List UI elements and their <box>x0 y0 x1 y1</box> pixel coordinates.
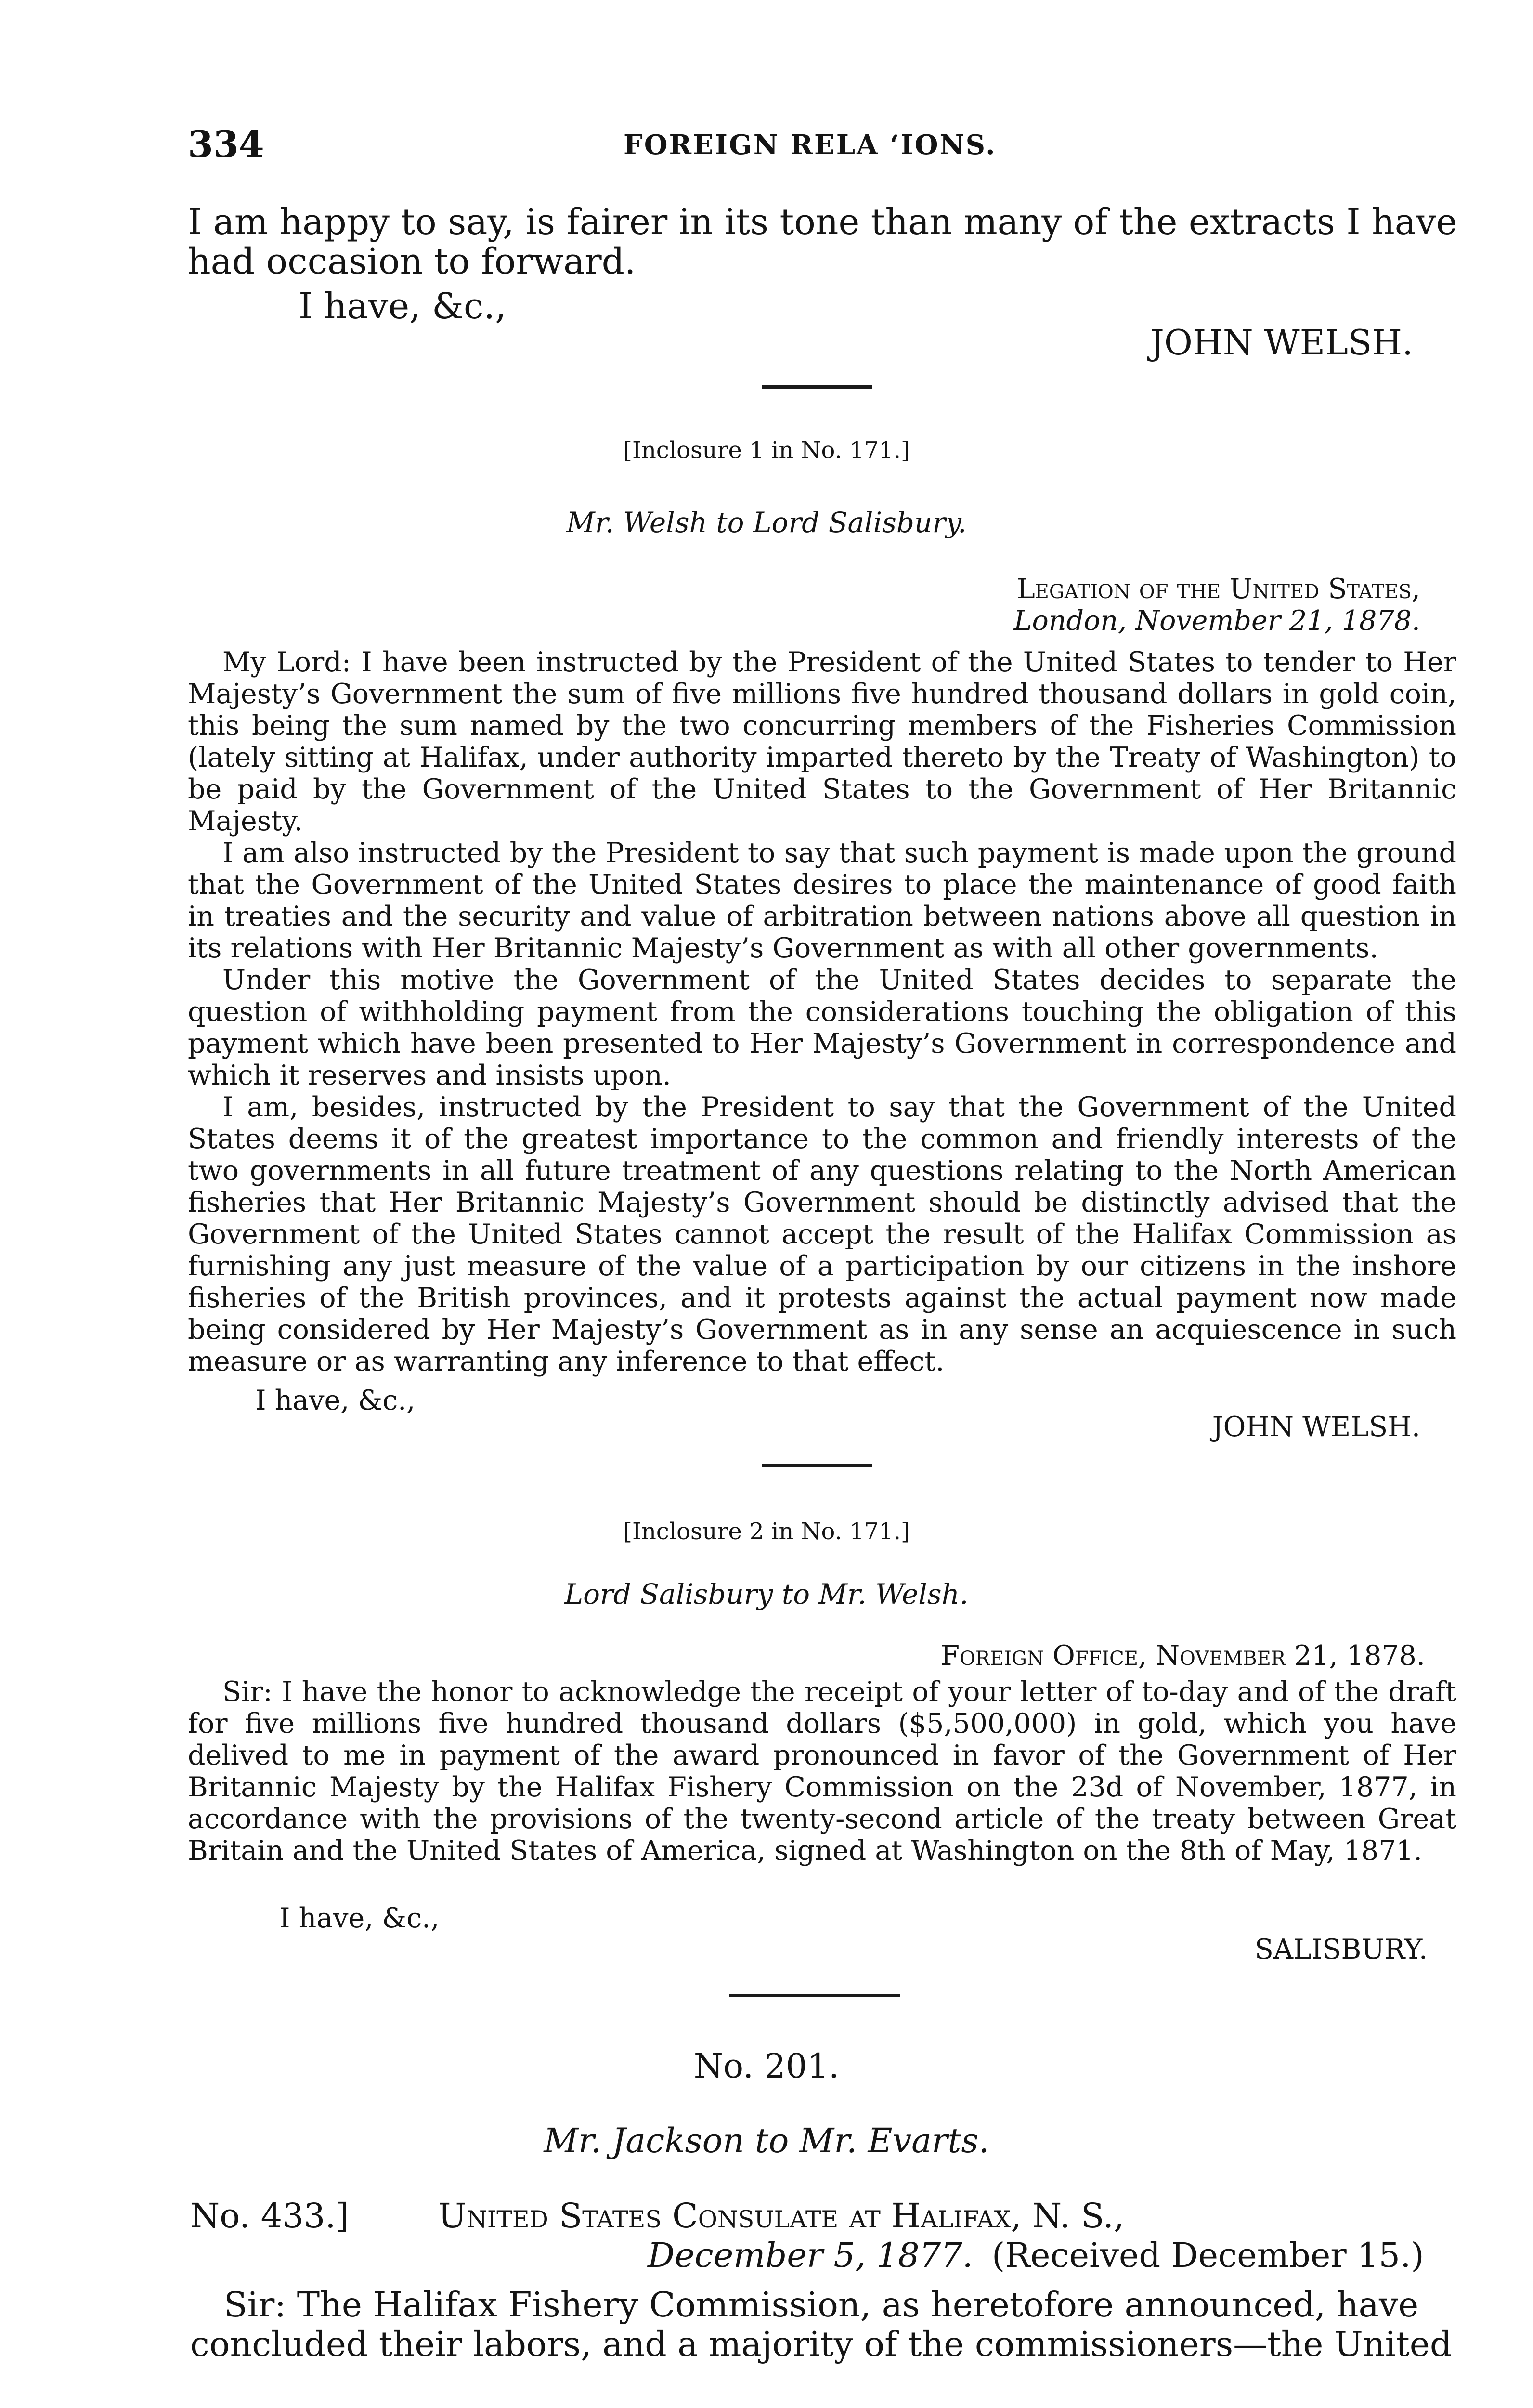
inclosure1-label: [Inclosure 1 in No. 171.] <box>623 437 910 464</box>
inclosure1-closing: I have, &c., <box>255 1385 416 1416</box>
no201-body <box>190 2285 1461 2364</box>
intro-text <box>188 201 1457 282</box>
running-title: FOREIGN RELA ‘IONS. <box>624 129 997 161</box>
inclosure1-paragraph-1: My Lord: I have been instructed by the President of the United States to tender to Her Majesty’s Government the sum of five millions five hundred thousand dollars in gold coin, this being the sum named by the two concurring members of the Fisheries Commission (lately sitting at Halifax, under authority imparted thereto by the Treaty of Washington) to be paid by the Government of the United States to the Government of Her Britannic Majesty. <box>188 646 1456 837</box>
inclosure2-title: Lord Salisbury to Mr. Welsh. <box>564 1578 969 1610</box>
inclosure1-place: Legation of the United States, <box>1016 573 1420 605</box>
inclosure2-body <box>188 1676 1456 1867</box>
section-rule-2 <box>762 1464 872 1467</box>
inclosure1-paragraph-3: Under this motive the Government of the United States decides to separate the question of withholding payment from the considerations touching the obligation of this payment which have been presented to Her Majesty’s Government in correspondence and which it reserves and insists upon. <box>188 964 1456 1091</box>
document-number-heading: No. 201. <box>693 2046 840 2086</box>
section-rule-1 <box>762 385 872 389</box>
inclosure2-closing: I have, &c., <box>279 1902 440 1934</box>
inclosure2-place: Foreign Office, November 21, 1878. <box>940 1640 1425 1672</box>
intro-signature: JOHN WELSH. <box>1150 322 1413 363</box>
inclosure1-paragraph-2: I am also instructed by the President to say that such payment is made upon the ground that the Government of the United States desires to place the maintenance of good faith in treaties and the security and value of arbitration between nations above all question in its relations with Her Britannic Majesty’s Government as with all other governments. <box>188 837 1456 964</box>
intro-line-1: I am happy to say, is fairer in its tone than many of the extracts I have <box>188 201 1457 243</box>
inclosure1-paragraph-4: I am, besides, instructed by the President to say that the Government of the United States deems it of the greatest importance to the common and friendly interests of the two governments in all future treatment of any questions relating to the North American fisheries that Her Britannic Majesty’s Government should be distinctly advised that the Government of the United States cannot accept the result of the Halifax Commission as furnishing any just measure of the value of a participation by our citizens in the inshore fisheries of the British provinces, and it protests against the actual payment now made being considered by Her Majesty’s Government as in any sense an acquiescence in such measure or as warranting any inference to that effect. <box>188 1091 1456 1377</box>
inclosure1-title: Mr. Welsh to Lord Salisbury. <box>566 506 967 539</box>
intro-closing: I have, &c., <box>299 286 507 327</box>
inclosure2-signature: SALISBURY. <box>1254 1934 1428 1965</box>
page-number: 334 <box>188 123 264 166</box>
no201-date: December 5, 1877. <box>648 2236 973 2275</box>
no201-received: (Received December 15.) <box>992 2236 1424 2275</box>
no201-title: Mr. Jackson to Mr. Evarts. <box>544 2121 989 2160</box>
section-rule-3 <box>729 1994 900 1997</box>
no201-body-line-1: Sir: The Halifax Fishery Commission, as heretofore announced, have <box>224 2285 1419 2325</box>
no201-place: United States Consulate at Halifax, N. S., <box>438 2196 1125 2236</box>
inclosure1-body <box>188 646 1456 1377</box>
inclosure1-date: London, November 21, 1878. <box>1013 605 1420 637</box>
inclosure2-paragraph-1: Sir: I have the honor to acknowledge the receipt of your letter of to-day and of the draft for five millions five hundred thousand dollars ($5,500,000) in gold, which you have delived to me in payment of the award pronounced in favor of the Government of Her Britannic Majesty by the Halifax Fishery Commission on the 23d of November, 1877, in accordance with the provisions of the twenty-second article of the treaty between Great Britain and the United States of America, signed at Washington on the 8th of May, 1871. <box>188 1676 1456 1867</box>
no201-body-line-2: concluded their labors, and a majority of the commissioners—the United <box>190 2324 1452 2364</box>
inclosure1-signature: JOHN WELSH. <box>1212 1411 1420 1443</box>
inclosure2-label: [Inclosure 2 in No. 171.] <box>623 1518 910 1545</box>
no201-dispatch-number: No. 433.] <box>190 2196 349 2236</box>
intro-line-2: had occasion to forward. <box>188 241 636 282</box>
